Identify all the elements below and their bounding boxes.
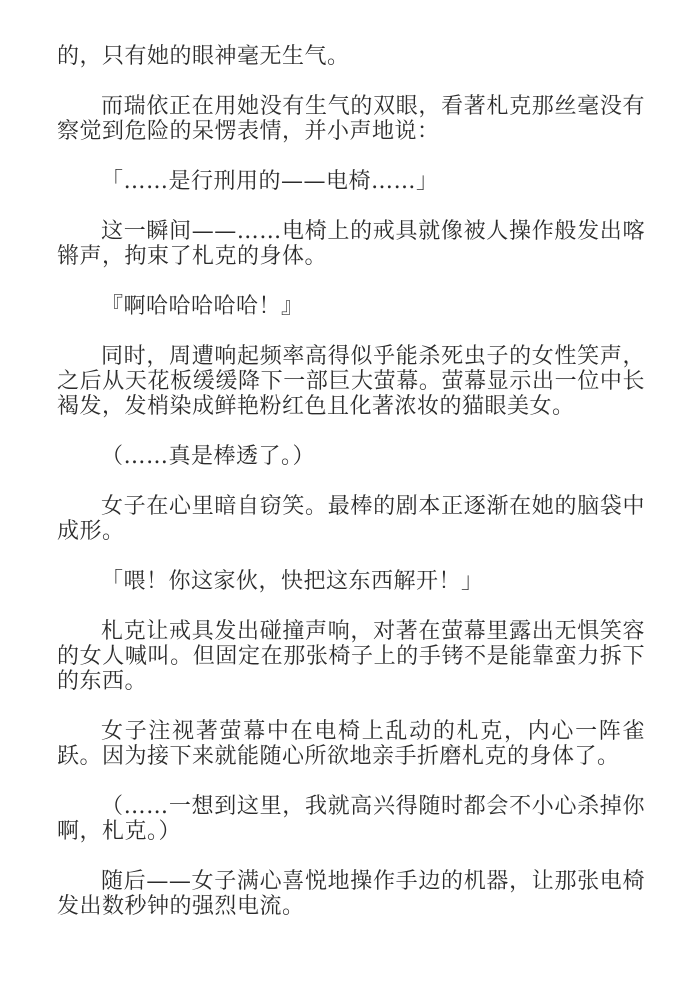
paragraph: 的，只有她的眼神毫无生气。 <box>57 44 350 69</box>
paragraph: 而瑞依正在用她没有生气的双眼，看著札克那丝毫没有察觉到危险的呆愣表情，并小声地说： <box>57 94 645 144</box>
paragraph: 随后——女子满心喜悦地操作手边的机器，让那张电椅发出数秒钟的强烈电流。 <box>57 869 645 919</box>
paragraph: 同时，周遭响起频率高得似乎能杀死虫子的女性笑声，之后从天花板缓缓降下一部巨大萤幕。萤幕显示出一位中长褐发，发梢染成鲜艳粉红色且化著浓妆的猫眼美女。 <box>57 344 645 419</box>
thought-line: （……真是棒透了。） <box>101 444 316 469</box>
dialogue-line: 『啊哈哈哈哈哈！』 <box>101 294 304 319</box>
paragraph: 女子注视著萤幕中在电椅上乱动的札克，内心一阵雀跃。因为接下来就能随心所欲地亲手折磨札克的身体了。 <box>57 719 645 769</box>
paragraph: 这一瞬间——……电椅上的戒具就像被人操作般发出喀锵声，拘束了札克的身体。 <box>57 219 645 269</box>
dialogue-line: 「……是行刑用的——电椅……」 <box>101 169 439 194</box>
thought-line: （……一想到这里，我就高兴得随时都会不小心杀掉你啊，札克。） <box>57 794 645 844</box>
paragraph: 女子在心里暗自窃笑。最棒的剧本正逐渐在她的脑袋中成形。 <box>57 494 645 544</box>
paragraph: 札克让戒具发出碰撞声响，对著在萤幕里露出无惧笑容的女人喊叫。但固定在那张椅子上的手铐不是能靠蛮力拆下的东西。 <box>57 619 645 694</box>
dialogue-line: 「喂！你这家伙，快把这东西解开！」 <box>101 569 484 594</box>
